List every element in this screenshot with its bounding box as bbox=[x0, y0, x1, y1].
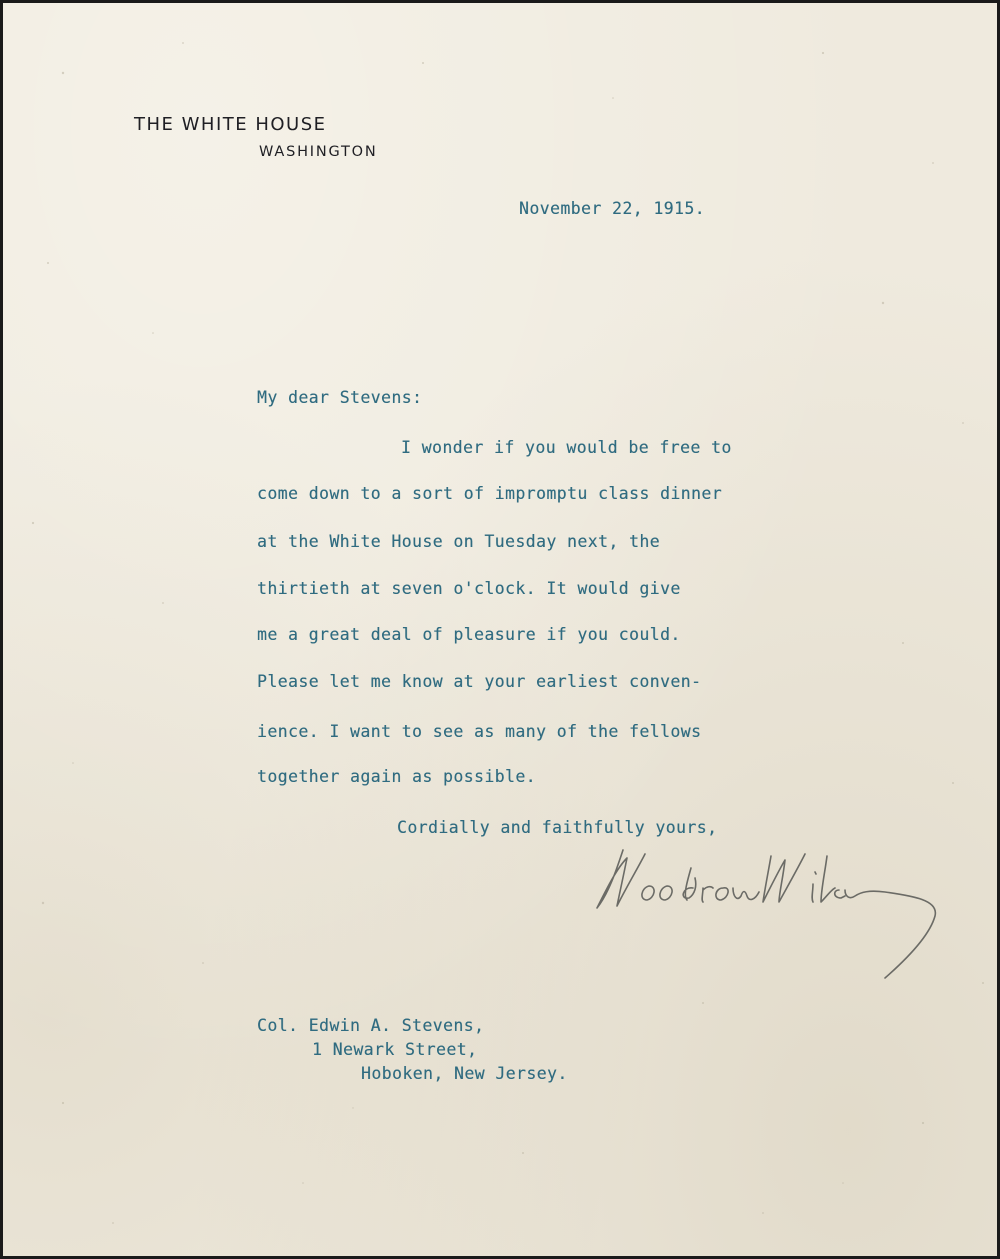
signature bbox=[583, 838, 953, 988]
body-line: thirtieth at seven o'clock. It would give bbox=[257, 579, 681, 598]
body-line: come down to a sort of impromptu class dinner bbox=[257, 484, 723, 503]
letter-paper bbox=[3, 3, 997, 1256]
salutation: My dear Stevens: bbox=[257, 388, 423, 407]
address-line: Hoboken, New Jersey. bbox=[361, 1064, 568, 1083]
body-line: Please let me know at your earliest conven- bbox=[257, 672, 702, 691]
body-line: ience. I want to see as many of the fellows bbox=[257, 722, 702, 741]
body-line: together again as possible. bbox=[257, 767, 537, 786]
body-line: at the White House on Tuesday next, the bbox=[257, 532, 661, 551]
letterhead-city: WASHINGTON bbox=[259, 144, 378, 160]
letter-date: November 22, 1915. bbox=[519, 199, 706, 218]
body-line: me a great deal of pleasure if you could. bbox=[257, 625, 681, 644]
body-line: I wonder if you would be free to bbox=[401, 438, 732, 457]
address-line: 1 Newark Street, bbox=[312, 1040, 478, 1059]
closing: Cordially and faithfully yours, bbox=[397, 818, 718, 837]
letterhead-title: THE WHITE HOUSE bbox=[134, 114, 327, 135]
address-line: Col. Edwin A. Stevens, bbox=[257, 1016, 485, 1035]
